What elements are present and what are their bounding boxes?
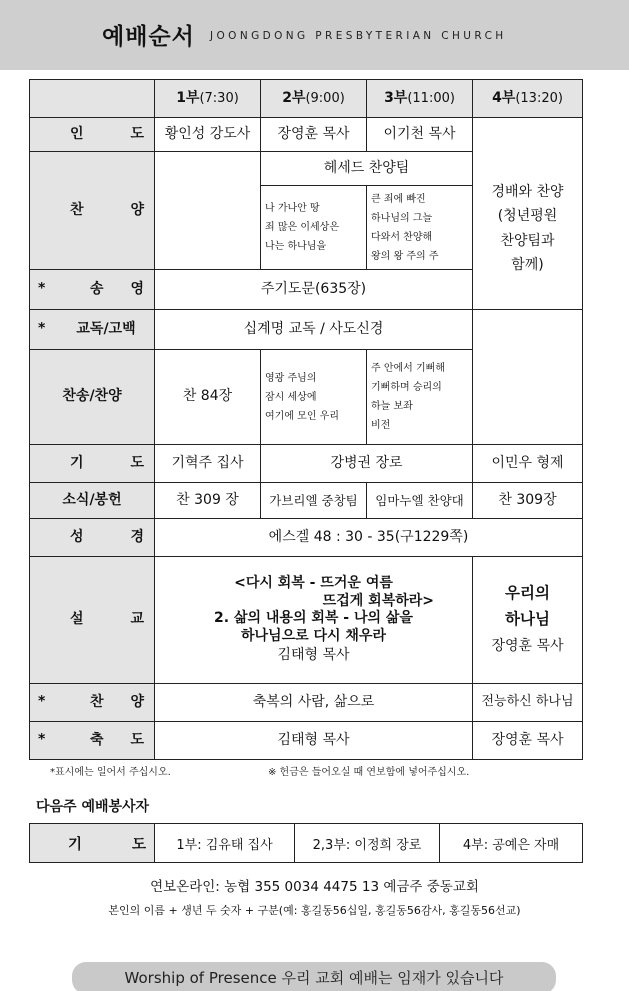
prayer-s1: 기혁주 집사	[155, 445, 261, 483]
benediction-s4: 장영훈 목사	[473, 722, 583, 760]
next-week-table	[29, 823, 583, 863]
row-label-reading: * 교독/고백	[30, 310, 155, 350]
online-offering-instructions: 본인의 이름 + 생년 두 숫자 + 구분(예: 홍길동56십일, 홍길동56감사, 홍길동56선교)	[108, 904, 521, 917]
next-week-s1: 1부: 김유태 집사	[155, 824, 295, 863]
row-label-benediction: * 축 도	[30, 722, 155, 760]
scripture-text: 에스겔 48 : 30 - 35(구1229쪽)	[155, 519, 583, 557]
row-label-news: 소식/봉헌	[30, 483, 155, 519]
next-week-label: 기 도	[30, 824, 155, 863]
stand-note: *표시에는 일어서 주십시오.	[50, 767, 171, 778]
footer-banner: Worship of Presence 우리 교회 예배는 임재가 있습니다	[72, 962, 556, 991]
reading-s4-empty	[473, 310, 583, 350]
hymn2-row	[30, 684, 583, 722]
hymn-s4-empty	[473, 350, 583, 445]
leader-s2: 장영훈 목사	[261, 118, 367, 152]
row-label-hymn: 찬송/찬양	[30, 350, 155, 445]
row-label-scripture: 성 경	[30, 519, 155, 557]
next-week-s23: 2,3부: 이정희 장로	[295, 824, 440, 863]
corner-cell	[30, 80, 155, 118]
worship-order-table	[29, 79, 583, 760]
row-label-sermon: 설 교	[30, 557, 155, 684]
service-2-header: 2부(9:00)	[261, 80, 367, 118]
praise-s3-songs: 큰 죄에 빠진 하나님의 그늘 다와서 찬양해 왕의 왕 주의 주	[367, 186, 473, 270]
service-1-header: 1부(7:30)	[155, 80, 261, 118]
doxology-text: 주기도문(635장)	[155, 270, 473, 310]
hymn-s2-songs: 영광 주님의 잠시 세상에 여기에 모인 우리	[261, 350, 367, 445]
hymn-s3-songs: 주 안에서 기뻐해 기뻐하며 승리의 하늘 보좌 비전	[367, 350, 473, 445]
hymn-s1: 찬 84장	[155, 350, 261, 445]
offering-note: ※ 헌금은 들어오실 때 연보함에 넣어주십시오.	[268, 767, 470, 778]
praise-s1	[155, 152, 261, 270]
row-label-doxology: * 송 영	[30, 270, 155, 310]
header-bar	[0, 0, 629, 70]
row-label-hymn2: * 찬 양	[30, 684, 155, 722]
prayer-s23: 강병권 장로	[261, 445, 473, 483]
sermon-text: <다시 회복 - 뜨거운 여름 뜨겁게 회복하라> 2. 삶의 내용의 회복 - 나의 삶을 하나님으로 다시 채우라 김태형 목사	[155, 557, 473, 684]
leader-s3: 이기천 목사	[367, 118, 473, 152]
service-3-header: 3부(11:00)	[367, 80, 473, 118]
benediction-text: 김태형 목사	[155, 722, 473, 760]
prayer-row	[30, 445, 583, 483]
leader-s1: 황인성 강도사	[155, 118, 261, 152]
news-s1: 찬 309 장	[155, 483, 261, 519]
church-name: JOONGDONG PRESBYTERIAN CHURCH	[210, 30, 507, 42]
news-s2: 가브리엘 중창팀	[261, 483, 367, 519]
sermon-s4: 우리의 하나님 장영훈 목사	[473, 557, 583, 684]
row-label-prayer: 기 도	[30, 445, 155, 483]
hymn2-s4: 전능하신 하나님	[473, 684, 583, 722]
next-week-s4: 4부: 공예은 자매	[440, 824, 583, 863]
praise-s2-songs: 나 가나안 땅 죄 많은 이세상은 나는 하나님을	[261, 186, 367, 270]
sermon-preacher: 김태형 목사	[277, 647, 350, 664]
leader-row	[30, 118, 583, 152]
news-s4: 찬 309장	[473, 483, 583, 519]
benediction-row	[30, 722, 583, 760]
hymn2-text: 축복의 사람, 삶으로	[155, 684, 473, 722]
online-offering-account: 연보온라인: 농협 355 0034 4475 13 예금주 중동교회	[150, 879, 479, 895]
row-label-praise: 찬 양	[30, 152, 155, 270]
prayer-s4: 이민우 형제	[473, 445, 583, 483]
service-header-row	[30, 80, 583, 118]
praise-s4: 경배와 찬양 (청년평원 찬양팀과 함께)	[473, 118, 583, 310]
page-title: 예배순서	[102, 24, 195, 50]
next-week-title: 다음주 예배봉사자	[36, 799, 150, 815]
service-4-header: 4부(13:20)	[473, 80, 583, 118]
reading-text: 십계명 교독 / 사도신경	[155, 310, 473, 350]
reading-row	[30, 310, 583, 350]
sermon-row	[30, 557, 583, 684]
news-row	[30, 483, 583, 519]
scripture-row	[30, 519, 583, 557]
hymn-row	[30, 350, 583, 445]
row-label-leader: 인 도	[30, 118, 155, 152]
news-s3: 임마누엘 찬양대	[367, 483, 473, 519]
praise-team: 헤세드 찬양팀	[261, 152, 473, 186]
